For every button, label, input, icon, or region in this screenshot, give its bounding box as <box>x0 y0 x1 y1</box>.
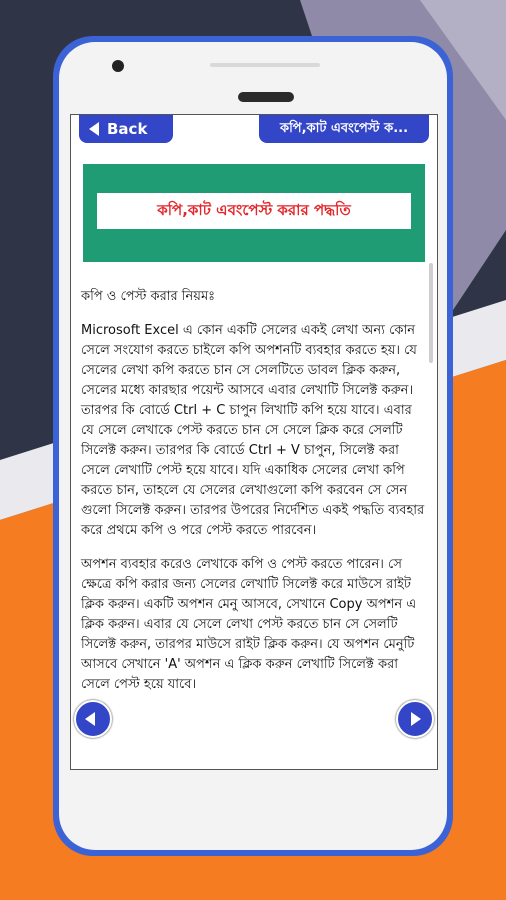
section-heading: কপি ও পেস্ট করার নিয়মঃ <box>81 289 216 304</box>
arrow-left-icon <box>85 712 95 726</box>
arrow-right-icon <box>411 712 421 726</box>
previous-page-button[interactable] <box>74 700 112 738</box>
back-button[interactable] <box>79 115 173 143</box>
sensor-bar <box>210 63 320 67</box>
scrollbar[interactable] <box>429 263 433 363</box>
title-banner <box>83 164 425 262</box>
banner-title: কপি,কাট এবংপেস্ট করার পদ্ধতি <box>97 193 411 229</box>
camera-icon <box>112 60 124 72</box>
article-content <box>81 287 425 709</box>
paragraph-2: অপশন ব্যবহার করেও লেখাকে কপি ও পেস্ট করতে পারেন। সে ক্ষেত্রে কপি করার জন্য সেলের লেখাটি সিলেক্ট করে মাউসে রাইট ক্লিক করুন। একটি অপশন মেনু আসবে, সেখানে Copy অপশন এ ক্লিক করুন। এবার যে সেলে লেখা পেস্ট করতে চান সে সেলটি সিলেক্ট করুন, তারপর মাউসে রাইট ক্লিক করুন। যে অপশন মেনুটি আসবে সেখানে 'A' অপশন এ ক্লিক করুন লেখাটি সিলেক্ট করা সেলে পেস্ট হয়ে যাবে। <box>81 557 417 692</box>
back-arrow-icon <box>89 122 99 136</box>
next-page-button[interactable] <box>396 700 434 738</box>
speaker-grille <box>238 92 294 102</box>
page-title: কপি,কাট এবংপেস্ট ক... <box>259 115 429 143</box>
back-button-label: Back <box>107 120 148 138</box>
paragraph-1: Microsoft Excel এ কোন একটি সেলের একই লেখা অন্য কোন সেলে সংযোগ করতে চাইলে কপি অপশনটি ব্যবহার করতে হয়। যে সেলের লেখা কপি করতে চান সে সেলটিতে ডাবল ক্লিক করুন, সেলের মধ্যে কারছার পয়েন্ট আসবে এবার লেখাটি সিলেক্ট করুন। তারপর কি বোর্ডে Ctrl + C চাপুন লিখাটি কপি হয়ে যাবে। এবার যে সেলে লেখাকে পেস্ট করতে চান সে সেলে ক্লিক করে সেলটি সিলেক্ট করুন। তারপর কি বোর্ডে Ctrl + V চাপুন, সিলেক্ট করা সেলে লেখাটি পেস্ট হয়ে যাবে। যদি একাধিক সেলের লেখা কপি করতে চান, তাহলে যে সেলের লেখাগুলো কপি করবেন সে সেন গুলো সিলেক্ট করুন। তারপর উপরের নির্দেশিত একই পদ্ধতি ব্যবহার করে প্রথমে কপি ও পরে পেস্ট করতে পারবেন। <box>81 323 425 538</box>
top-bar <box>71 115 437 145</box>
app-screen <box>70 114 438 770</box>
